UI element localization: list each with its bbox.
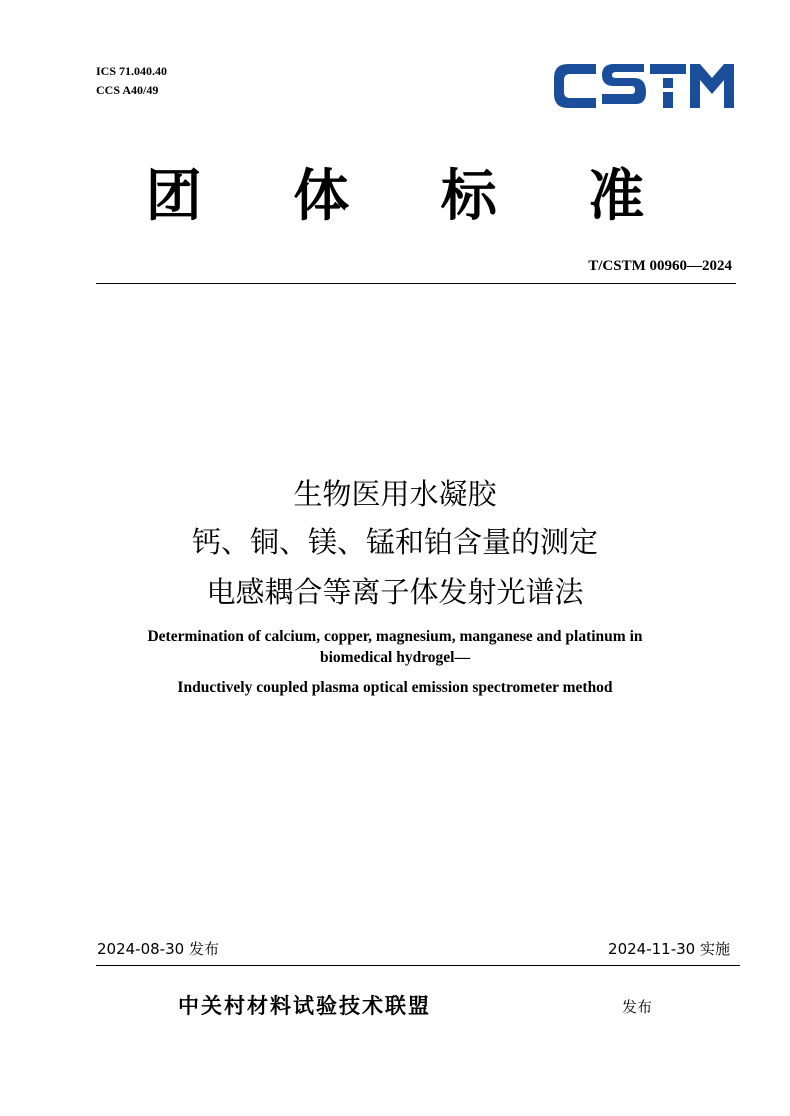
title-cn-line2: 钙、铜、镁、锰和铂含量的测定 (191, 525, 598, 559)
title-en-line1: Determination of calcium, copper, magnesium, manganese and platinum in (147, 628, 643, 645)
title-cn-line3: 电感耦合等离子体发射光谱法 (206, 575, 584, 609)
issue-date: 2024-08-30 发布 (97, 940, 219, 958)
publisher-action: 发布 (622, 998, 653, 1016)
implement-date: 2024-11-30 实施 (608, 940, 730, 958)
footer-divider (96, 965, 740, 966)
title-cn-line1: 生物医用水凝胶 (293, 477, 497, 511)
cstm-logo (552, 60, 736, 112)
header-divider (96, 283, 736, 284)
document-type: 团 体 标 准 (145, 163, 681, 229)
title-en-line3: Inductively coupled plasma optical emission spectrometer method (177, 679, 613, 696)
ics-code: ICS 71.040.40 (96, 64, 168, 78)
title-en-line2: biomedical hydrogel— (320, 649, 470, 666)
publisher-organization: 中关村材料试验技术联盟 (178, 994, 431, 1018)
standard-number: T/CSTM 00960—2024 (588, 258, 732, 274)
ccs-code: CCS A40/49 (96, 83, 159, 97)
classification-codes (96, 62, 167, 100)
